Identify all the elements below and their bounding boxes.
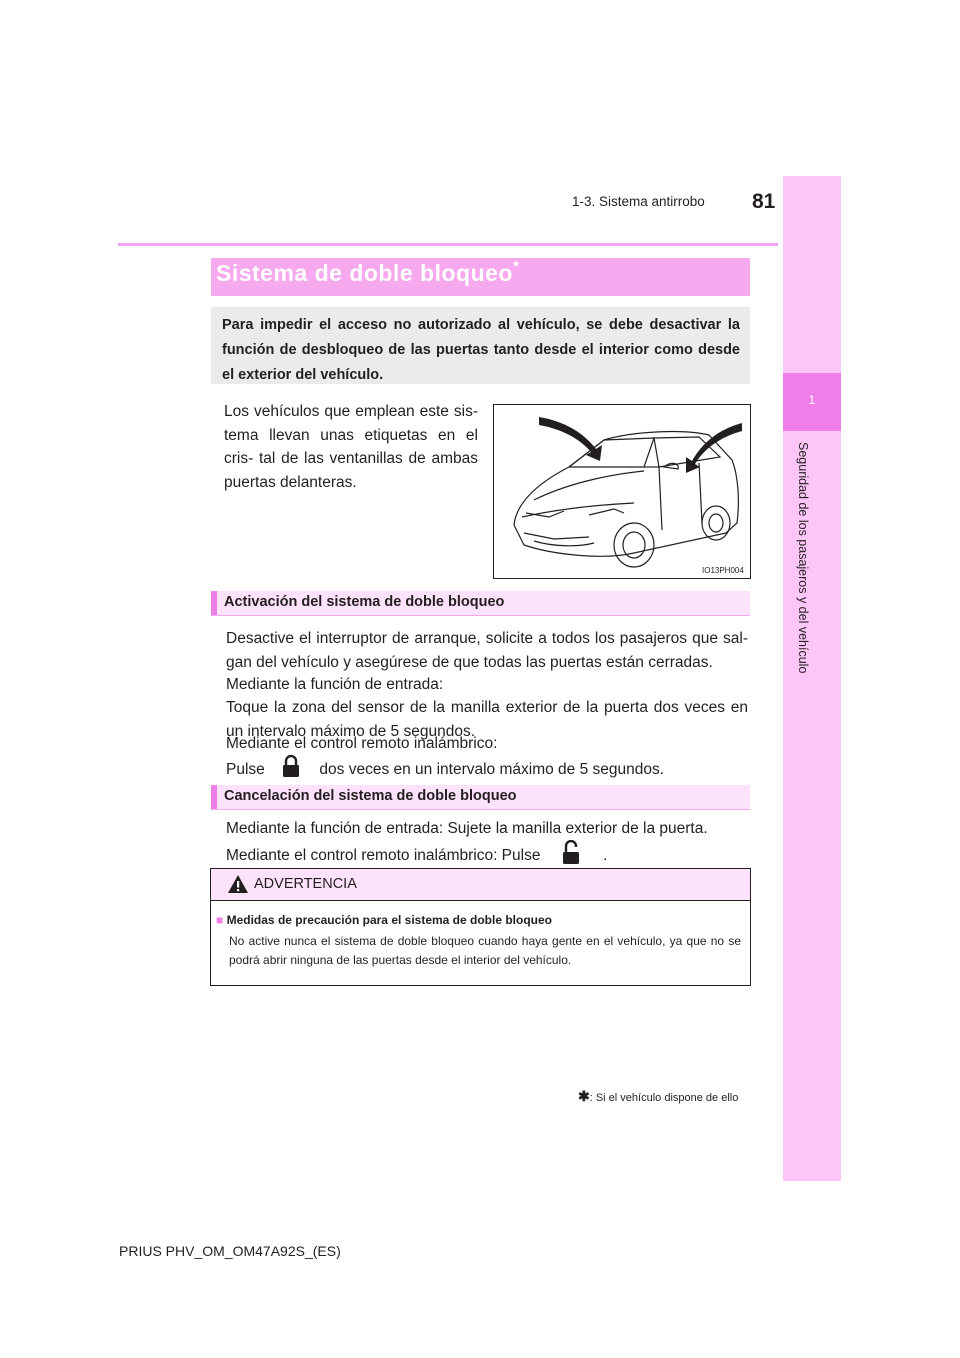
remote-pre: Pulse (226, 760, 265, 778)
entry-text: Toque la zona del sensor de la manilla exterior de la puerta dos veces en un intervalo máximo de 5 segundos. (226, 699, 748, 740)
activation-heading: Activación del sistema de doble bloqueo (224, 594, 505, 610)
remote-post: dos veces en un intervalo máximo de 5 segundos. (319, 760, 665, 778)
lock-icon (281, 755, 301, 785)
label-paragraph: Los vehículos que emplean este sis- tema llevan unas etiquetas en el cris- tal de las ventanillas de ambas puertas delanteras. (224, 403, 478, 491)
warning-icon (227, 874, 249, 899)
warning-subheading (216, 913, 552, 927)
entry-heading: Mediante la función de entrada: (226, 676, 444, 693)
page-title (216, 260, 519, 287)
cancel-remote-pre: Mediante el control remoto inalámbrico: Pulse (226, 846, 541, 864)
cancel-entry-text: Mediante la función de entrada: Sujete la manilla exterior de la puerta. (226, 820, 708, 837)
heading-accent (211, 785, 217, 809)
remote-heading: Mediante el control remoto inalámbrico: (226, 735, 498, 752)
section-label: 1-3. Sistema antirrobo (572, 194, 705, 209)
image-code: IO13PH004 (702, 566, 744, 575)
warning-subheading-text: Medidas de precaución para el sistema de doble bloqueo (226, 913, 553, 927)
cancellation-heading: Cancelación del sistema de doble bloqueo (224, 788, 517, 804)
footnote-text: : Si el vehículo dispone de ello (589, 1092, 739, 1104)
warning-text: No active nunca el sistema de doble bloqueo cuando haya gente en el vehículo, ya que no se podrá abrir ninguna de las puertas desde el interior del vehículo. (229, 934, 741, 967)
footnote-marker: ✱ (578, 1088, 590, 1104)
activation-heading-bar (211, 591, 750, 616)
car-illustration (493, 404, 751, 579)
intro-text: Para impedir el acceso no autorizado al vehículo, se debe desactivar la función de desbloqueo de las puertas tanto desde el interior como desde el exterior del vehículo. (222, 317, 740, 383)
header-rule (118, 243, 778, 246)
warning-title: ADVERTENCIA (254, 876, 357, 892)
remote-text (226, 755, 748, 785)
car-drawing (494, 405, 750, 578)
title-asterisk: * (512, 258, 520, 275)
warning-marker: ■ (216, 913, 224, 927)
heading-accent (211, 591, 217, 615)
unlock-icon (561, 840, 581, 872)
cancel-remote-text (226, 840, 748, 872)
document-id: PRIUS PHV_OM_OM47A92S_(ES) (119, 1243, 341, 1259)
cancel-remote-post: . (603, 846, 608, 864)
page-title-text: Sistema de doble bloqueo (216, 260, 513, 286)
page-number: 81 (752, 190, 776, 213)
footnote (578, 1088, 738, 1105)
chapter-title: Seguridad de los pasajeros y del vehículo (796, 442, 810, 674)
chapter-number: 1 (808, 393, 816, 407)
cancellation-heading-bar (211, 785, 750, 810)
activation-text: Desactive el interruptor de arranque, solicite a todos los pasajeros que sal- gan del vehículo y asegúrese de que todas las puertas están cerradas. (226, 630, 748, 671)
